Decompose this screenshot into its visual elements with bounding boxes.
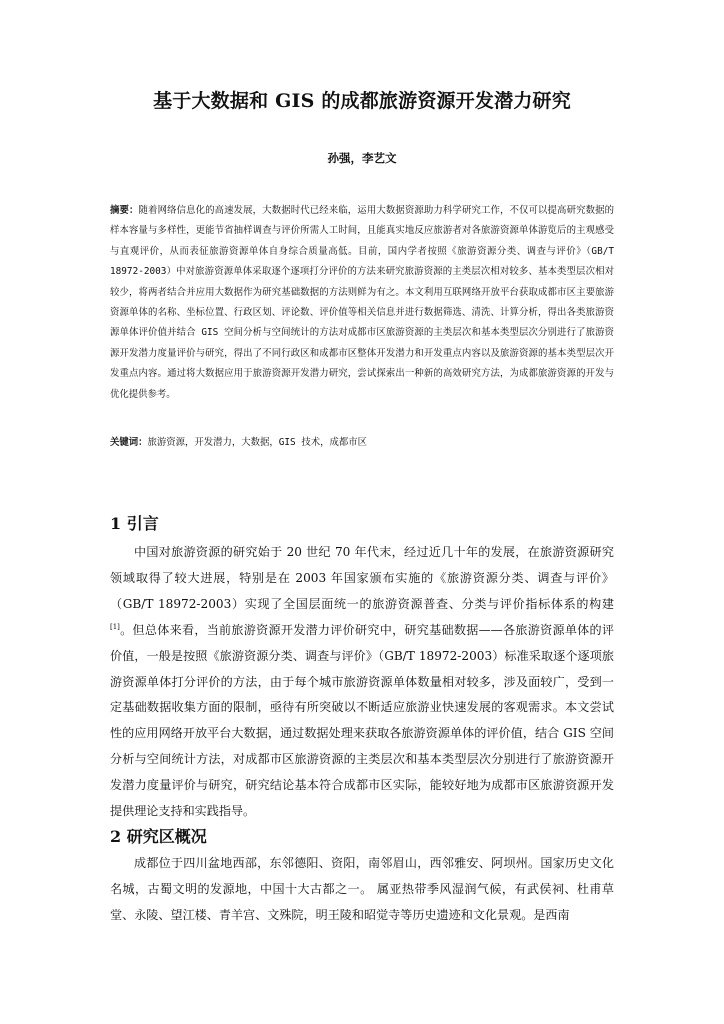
abstract-label: 摘要：: [110, 205, 139, 216]
keywords-block: [110, 434, 614, 452]
section-1-body: [110, 540, 614, 825]
abstract-block: [110, 201, 614, 405]
abstract-text: 随着网络信息化的高速发展，大数据时代已经来临，运用大数据资源助力科学研究工作，不仅可以提高研究数据的样本容量与多样性，更能节省抽样调查与评价所需人工时间，且能真实地反应旅游者对各旅游资源单体游览后的主观感受与直观评价，从而表征旅游资源单体自身综合质量高低。目前，国内学者按照《旅游资源分类、调查与评价》（GB/T 18972-2003）中对旅游资源单体采取逐个逐项打分评价的方法来研究旅游资源的主类层次相对较多、基本类型层次相对较少，将两者结合并应用大数据作为研究基础数据的方法则鲜为有之。本文利用互联网络开放平台获取成都市区主要旅游资源单体的名称、坐标位置、行政区划、评论数、评价值等相关信息并进行数据筛选、清洗、计算分析，得出各类旅游资源单体评价值并结合 GIS 空间分析与空间统计的方法对成都市区旅游资源的主类层次和基本类型层次分别进行了旅游资源开发潜力度量评价与研究，得出了不同行政区和成都市区整体开发潜力和开发重点内容以及旅游资源的基本类型层次开发重点内容。通过将大数据应用于旅游资源开发潜力研究，尝试探索出一种新的高效研究方法，为成都旅游资源的开发与优化提供参考。: [110, 205, 614, 400]
section-2-body: [110, 851, 614, 929]
paper-title: 基于大数据和 GIS 的成都旅游资源开发潜力研究: [153, 90, 571, 112]
citation-marker: [1]: [110, 622, 120, 631]
section-2-heading: 2 研究区概况: [110, 827, 207, 846]
section-1-text-part1: 中国对旅游资源的研究始于 20 世纪 70 年代末，经过近几十年的发展，在旅游资源研究领域取得了较大进展，特别是在 2003 年国家颁布实施的《旅游资源分类、调查与评价》（GB/T 18972-2003）实现了全国层面统一的旅游资源普查、分类与评价指标体系的构建: [110, 545, 614, 611]
section-1-text-part2: 。但总体来看，当前旅游资源开发潜力评价研究中，研究基础数据——各旅游资源单体的评价值，一般是按照《旅游资源分类、调查与评价》（GB/T 18972-2003）标准采取逐个逐项旅游资源单体打分评价的方法，由于每个城市旅游资源单体数量相对较多，涉及面较广，受到一定基础数据收集方面的限制，亟待有所突破以不断适应旅游业快速发展的客观需求。本文尝试性的应用网络开放平台大数据，通过数据处理来获取各旅游资源单体的评价值，结合 GIS 空间分析与空间统计方法，对成都市区旅游资源的主类层次和基本类型层次分别进行了旅游资源开发潜力度量评价与研究，研究结论基本符合成都市区实际，能较好地为成都市区旅游资源开发提供理论支持和实践指导。: [110, 622, 614, 819]
keywords-text: 旅游资源，开发潜力，大数据，GIS 技术，成都市区: [147, 437, 367, 448]
section-1-heading: 1 引言: [110, 514, 159, 533]
section-1-paragraph: [110, 540, 614, 825]
paper-authors: 孙强，李艺文: [327, 151, 397, 165]
keywords-label: 关键词：: [110, 437, 148, 448]
section-2-paragraph: 成都位于四川盆地西部，东邻德阳、资阳，南邻眉山，西邻雅安、阿坝州。国家历史文化名城，古蜀文明的发源地，中国十大古都之一。 属亚热带季风湿润气候，有武侯祠、杜甫草堂、永陵、望江楼、青羊宫、文殊院，明王陵和昭觉寺等历史遗迹和文化景观。是西南: [110, 856, 614, 922]
